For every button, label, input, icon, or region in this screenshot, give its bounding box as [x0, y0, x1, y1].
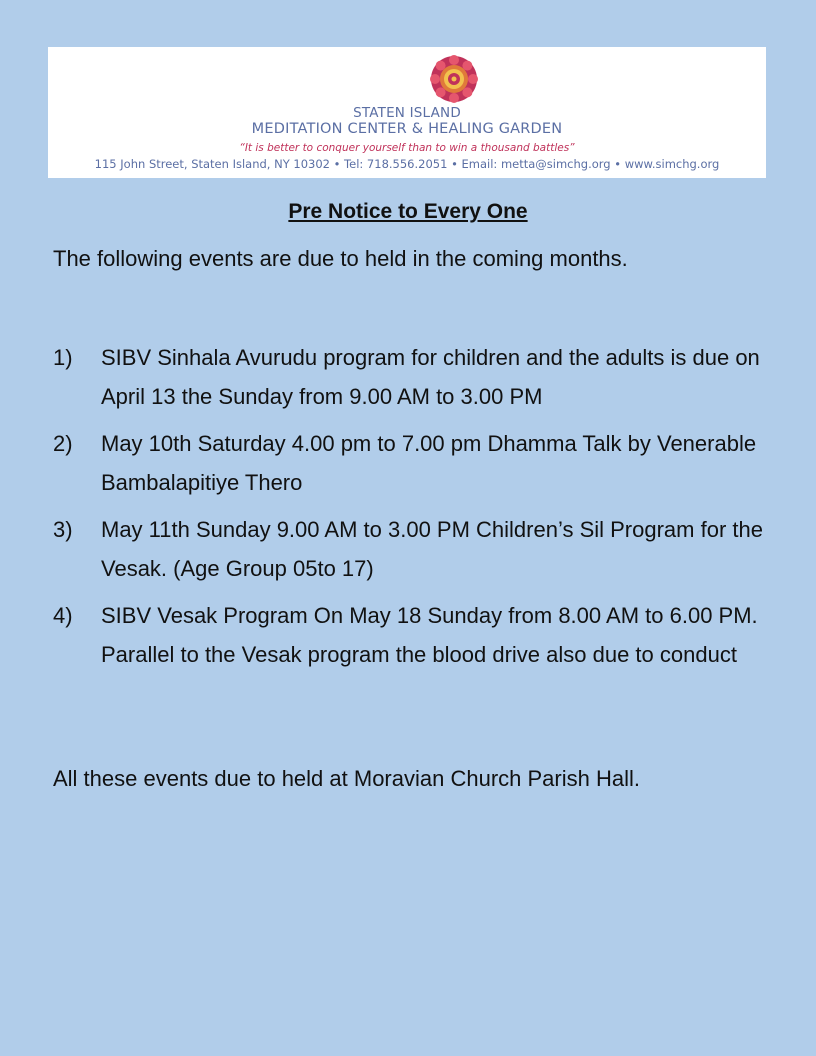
list-item-number: 3)	[53, 517, 73, 542]
intro-text: The following events are due to held in the coming months.	[53, 246, 628, 271]
list-item	[53, 510, 773, 588]
letterhead	[48, 47, 766, 178]
contact-info: 115 John Street, Staten Island, NY 10302 • Tel: 718.556.2051 • Email: metta@simchg.org • www.simchg.org	[94, 157, 720, 171]
list-item	[53, 424, 773, 502]
mandala-icon	[422, 55, 486, 103]
list-item-number: 1)	[53, 345, 73, 370]
list-item	[53, 596, 773, 674]
notice-title: Pre Notice to Every One	[288, 200, 528, 223]
list-item-text: May 11th Sunday 9.00 AM to 3.00 PM Children’s Sil Program for the Vesak. (Age Group 05to 17)	[101, 517, 763, 581]
list-item-text: May 10th Saturday 4.00 pm to 7.00 pm Dhamma Talk by Venerable Bambalapitiye Thero	[101, 431, 757, 495]
org-name-line2: MEDITATION CENTER & HEALING GARDEN	[251, 121, 563, 137]
list-item-text: SIBV Vesak Program On May 18 Sunday from 8.00 AM to 6.00 PM. Parallel to the Vesak program the blood drive also due to conduct	[101, 603, 758, 667]
footer-note: All these events due to held at Moravian Church Parish Hall.	[53, 766, 640, 791]
list-item-number: 2)	[53, 431, 73, 456]
list-item	[53, 338, 773, 416]
list-item-text: SIBV Sinhala Avurudu program for children and the adults is due on April 13 the Sunday from 9.00 AM to 3.00 PM	[101, 345, 760, 409]
events-list	[53, 338, 773, 682]
list-item-number: 4)	[53, 603, 73, 628]
tagline: “It is better to conquer yourself than to win a thousand battles”	[239, 142, 575, 154]
org-name-line1: STATEN ISLAND	[353, 105, 461, 121]
